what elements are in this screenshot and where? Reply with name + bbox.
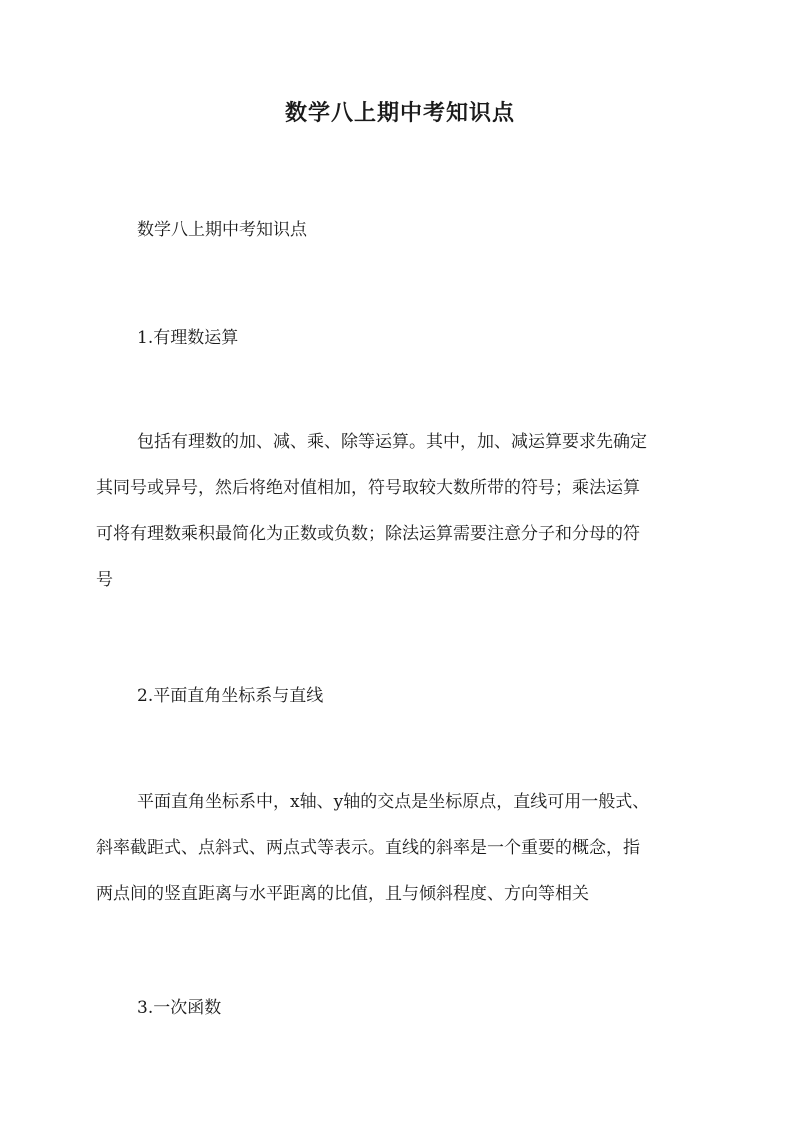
section-heading-3: 3.一次函数 xyxy=(137,998,222,1018)
section-heading-2: 2.平面直角坐标系与直线 xyxy=(137,686,324,706)
document-subtitle: 数学八上期中考知识点 xyxy=(137,220,307,240)
paragraph-line: 可将有理数乘积最简化为正数或负数；除法运算需要注意分子和分母的符 xyxy=(96,524,640,544)
paragraph-line: 两点间的竖直距离与水平距离的比值，且与倾斜程度、方向等相关 xyxy=(96,884,589,904)
paragraph-line: 包括有理数的加、减、乘、除等运算。其中，加、减运算要求先确定 xyxy=(137,432,647,452)
paragraph-line: 号 xyxy=(96,570,113,590)
page-title: 数学八上期中考知识点 xyxy=(284,100,515,126)
paragraph-line: 平面直角坐标系中，x轴、y轴的交点是坐标原点，直线可用一般式、 xyxy=(137,792,650,812)
section-paragraph-1 xyxy=(96,430,700,614)
paragraph-line: 其同号或异号，然后将绝对值相加，符号取较大数所带的符号；乘法运算 xyxy=(96,478,640,498)
section-heading-1: 1.有理数运算 xyxy=(137,328,239,348)
paragraph-line: 斜率截距式、点斜式、两点式等表示。直线的斜率是一个重要的概念，指 xyxy=(96,838,640,858)
section-paragraph-2 xyxy=(96,790,700,928)
